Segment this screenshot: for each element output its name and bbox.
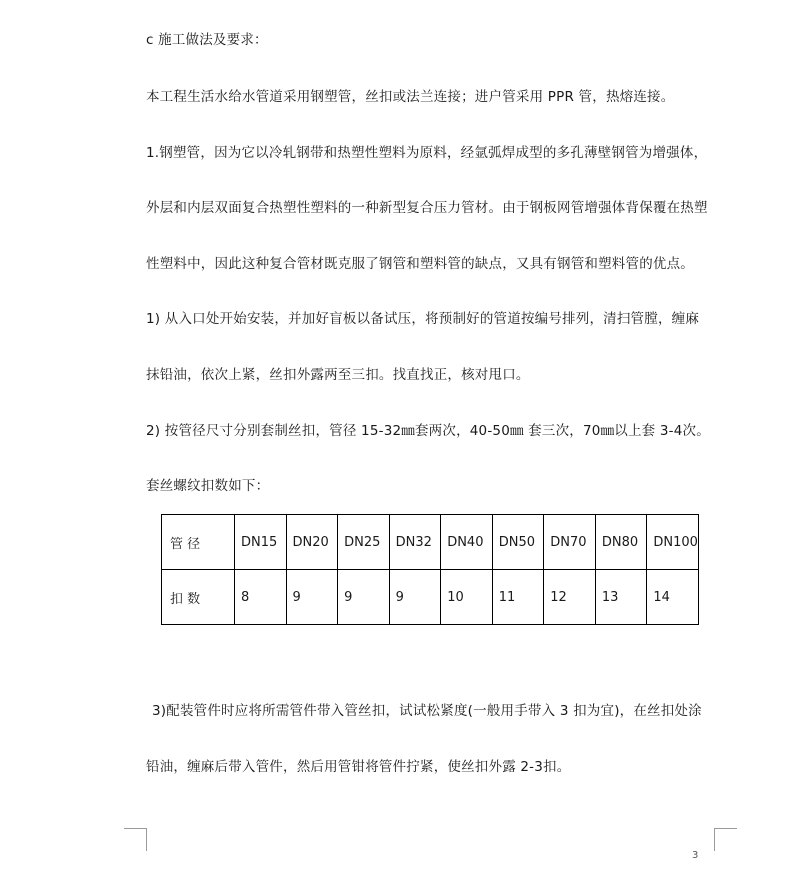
table-cell-thread-count: 10 (441, 570, 493, 625)
table-cell-thread-count: 14 (647, 570, 699, 625)
table-cell-thread-count: 9 (338, 570, 390, 625)
table-cell-diameter: DN80 (595, 515, 647, 570)
table-cell-diameter: DN25 (338, 515, 390, 570)
section-heading: c 施工做法及要求： (146, 32, 268, 48)
table-row-thread-count (162, 570, 699, 625)
table-row-diameter (162, 515, 699, 570)
step-2-paragraph: 2) 按管径尺寸分别套制丝扣，管径 15-32㎜套两次，40-50㎜ 套三次，70㎜以上套 3-4次。 (146, 423, 710, 439)
table-cell-diameter: DN20 (286, 515, 338, 570)
table-cell-thread-count: 8 (235, 570, 287, 625)
table-header-thread-count: 扣 数 (162, 570, 235, 625)
step-3-line-2: 铅油，缠麻后带入管件，然后用管钳将管件拧紧，使丝扣外露 2-3扣。 (146, 759, 571, 775)
table-cell-thread-count: 12 (544, 570, 596, 625)
margin-corner-mark-right (714, 828, 737, 851)
table-cell-diameter: DN70 (544, 515, 596, 570)
table-header-diameter: 管 径 (162, 515, 235, 570)
table-cell-thread-count: 13 (595, 570, 647, 625)
table-cell-diameter: DN100 (647, 515, 699, 570)
table-cell-thread-count: 11 (492, 570, 544, 625)
table-cell-diameter: DN32 (389, 515, 441, 570)
table-cell-thread-count: 9 (286, 570, 338, 625)
paragraph-1-line-2: 外层和内层双面复合热塑性塑料的一种新型复合压力管材。由于钢板网管增强体背保覆在热塑 (146, 200, 708, 216)
paragraph-1-line-1: 1.钢塑管，因为它以冷轧钢带和热塑性塑料为原料，经氩弧焊成型的多孔薄壁钢管为增强体， (146, 145, 708, 161)
step-1-line-1: 1) 从入口处开始安装，并加好盲板以备试压，将预制好的管道按编号排列，清扫管膛，缠麻 (146, 311, 700, 327)
intro-paragraph: 本工程生活水给水管道采用钢塑管，丝扣或法兰连接；进户管采用 PPR 管，热熔连接。 (146, 89, 675, 105)
margin-corner-mark-left (124, 828, 147, 851)
paragraph-1-line-3: 性塑料中，因此这种复合管材既克服了钢管和塑料管的缺点，又具有钢管和塑料管的优点。 (146, 256, 694, 272)
table-cell-thread-count: 9 (389, 570, 441, 625)
step-3-line-1: 3)配装管件时应将所需管件带入管丝扣，试试松紧度(一般用手带入 3 扣为宜)，在丝扣处涂 (152, 703, 702, 719)
table-cell-diameter: DN50 (492, 515, 544, 570)
table-cell-diameter: DN15 (235, 515, 287, 570)
thread-count-table (161, 514, 699, 625)
table-caption: 套丝螺纹扣数如下： (146, 478, 270, 494)
table-cell-diameter: DN40 (441, 515, 493, 570)
step-1-line-2: 抹铅油，依次上紧，丝扣外露两至三扣。找直找正，核对甩口。 (146, 367, 530, 383)
page-number: 3 (692, 850, 699, 861)
